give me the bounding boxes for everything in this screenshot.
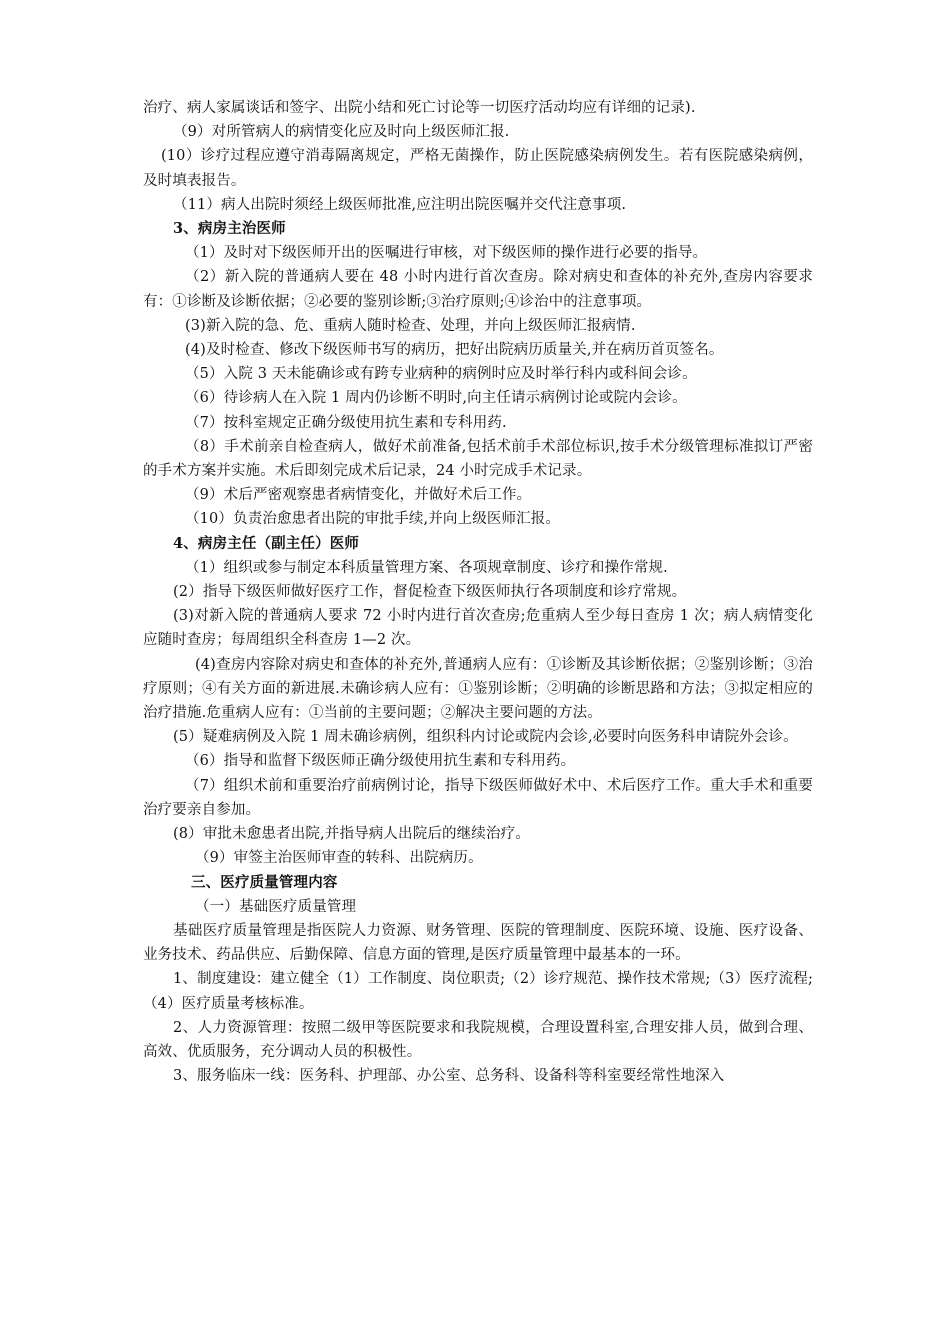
paragraph: （9）术后严密观察患者病情变化，并做好术后工作。 [185,487,532,504]
paragraph: (2）指导下级医师做好医疗工作，督促检查下级医师执行各项制度和诊疗常规。 [173,584,687,601]
paragraph: 1、制度建设：建立健全（1）工作制度、岗位职责;（2）诊疗规范、操作技术常规;（3）医疗流程;（4）医疗质量考核标准。 [143,971,813,1012]
paragraph: (3)新入院的急、危、重病人随时检查、处理，并向上级医师汇报病情. [185,317,636,334]
paragraph: （7）按科室规定正确分级使用抗生素和专科用药. [185,414,507,431]
section-heading: 4、病房主任（副主任）医师 [173,534,360,552]
section-heading: 3、病房主治医师 [173,220,286,238]
paragraph: （9）审签主治医师审查的转科、出院病历。 [195,850,483,867]
paragraph: (10）诊疗过程应遵守消毒隔离规定，严格无菌操作，防止医院感染病例发生。若有医院感染病例，及时填表报告。 [143,148,813,189]
paragraph: （11）病人出院时须经上级医师批准,应注明出院医嘱并交代注意事项. [173,196,627,213]
paragraph: （9）对所管病人的病情变化应及时向上级医师汇报. [173,124,510,141]
paragraph: （6）待诊病人在入院 1 周内仍诊断不明时,向主任请示病例讨论或院内会诊。 [185,390,687,407]
paragraph: (3)对新入院的普通病人要求 72 小时内进行首次查房;危重病人至少每日查房 1 次；病人病情变化应随时查房；每周组织全科查房 1—2 次。 [143,608,813,649]
paragraph: （7）组织术前和重要治疗前病例讨论，指导下级医师做好术中、术后医疗工作。重大手术和重要治疗要亲自参加。 [143,777,813,818]
subsection-heading: （一）基础医疗质量管理 [195,898,357,915]
paragraph: （5）入院 3 天未能确诊或有跨专业病种的病例时应及时举行科内或科间会诊。 [185,366,697,383]
paragraph: (4)查房内容除对病史和查体的补充外,普通病人应有：①诊断及其诊断依据；②鉴别诊断；③治疗原则；④有关方面的新进展.未确诊病人应有：①鉴别诊断；②明确的诊断思路和方法；③拟定相应的治疗措施.危重病人应有：①当前的主要问题；②解决主要问题的方法。 [143,656,813,722]
paragraph: （10）负责治愈患者出院的审批手续,并向上级医师汇报。 [185,511,561,528]
paragraph: （2）新入院的普通病人要在 48 小时内进行首次查房。除对病史和查体的补充外,查房内容要求有：①诊断及诊断依据；②必要的鉴别诊断;③治疗原则;④诊治中的注意事项。 [143,269,813,310]
paragraph: （1）及时对下级医师开出的医嘱进行审核，对下级医师的操作进行必要的指导。 [185,245,708,262]
document-page [143,96,813,1088]
paragraph: 2、人力资源管理：按照二级甲等医院要求和我院规模，合理设置科室,合理安排人员，做到合理、高效、优质服务，充分调动人员的积极性。 [143,1019,813,1060]
paragraph: （1）组织或参与制定本科质量管理方案、各项规章制度、诊疗和操作常规. [185,559,668,576]
paragraph: 治疗、病人家属谈话和签字、出院小结和死亡讨论等一切医疗活动均应有详细的记录). [143,100,696,116]
paragraph: (5）疑难病例及入院 1 周未确诊病例，组织科内讨论或院内会诊,必要时向医务科申请院外会诊。 [173,729,798,746]
paragraph: （8）手术前亲自检查病人，做好术前准备,包括术前手术部位标识,按手术分级管理标准拟订严密的手术方案并实施。术后即刻完成术后记录，24 小时完成手术记录。 [143,438,813,480]
paragraph: （6）指导和监督下级医师正确分级使用抗生素和专科用药。 [185,753,576,770]
paragraph: (4)及时检查、修改下级医师书写的病历，把好出院病历质量关,并在病历首页签名。 [185,342,724,359]
paragraph: (8）审批未愈患者出院,并指导病人出院后的继续治疗。 [173,826,530,843]
section-heading: 三、医疗质量管理内容 [191,873,338,891]
paragraph: 3、服务临床一线：医务科、护理部、办公室、总务科、设备科等科室要经常性地深入 [173,1068,725,1085]
paragraph: 基础医疗质量管理是指医院人力资源、财务管理、医院的管理制度、医院环境、设施、医疗设备、业务技术、药品供应、后勤保障、信息方面的管理,是医疗质量管理中最基本的一环。 [143,922,813,964]
